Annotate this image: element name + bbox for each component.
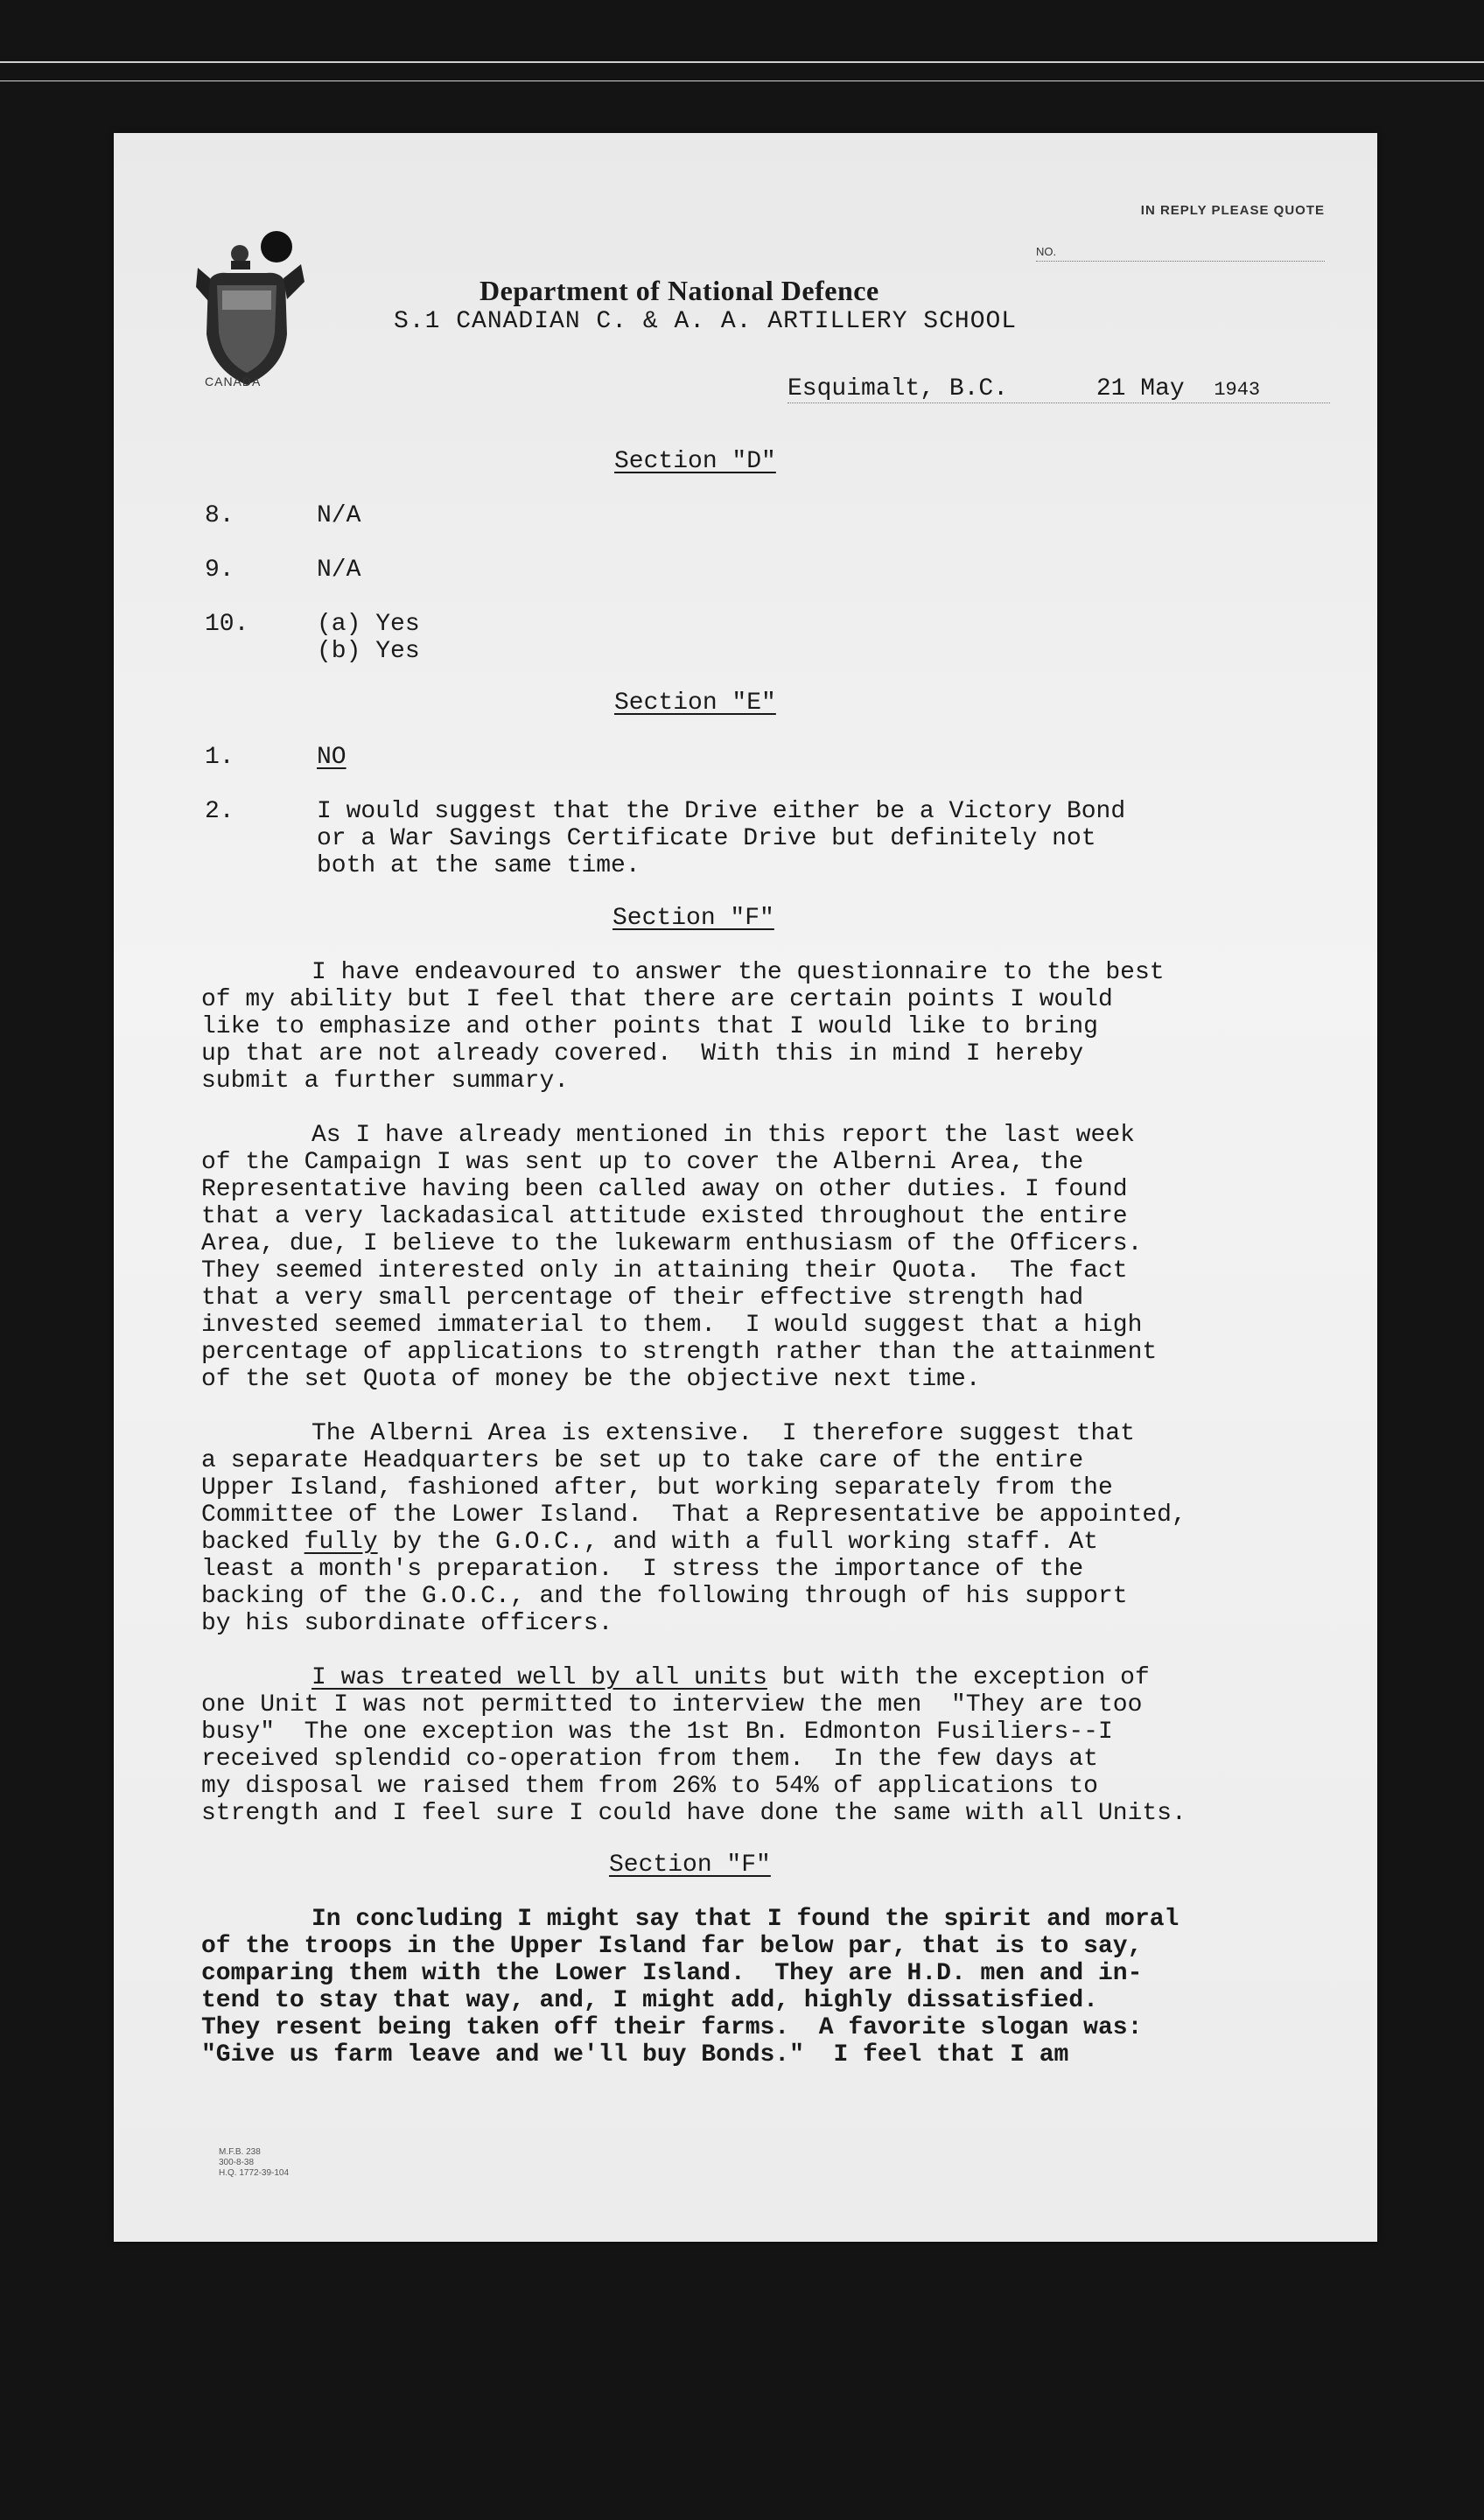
paragraph-line: invested seemed immaterial to them. I would suggest that a high bbox=[201, 1312, 1143, 1339]
paragraph-line: comparing them with the Lower Island. They are H.D. men and in- bbox=[201, 1960, 1143, 1987]
item-text: I would suggest that the Drive either be a Victory Bond bbox=[317, 798, 1126, 825]
paragraph-line: I have endeavoured to answer the questionnaire to the best bbox=[312, 959, 1165, 986]
paragraph-line: percentage of applications to strength rather than the attainment bbox=[201, 1339, 1158, 1366]
item-number: 9. bbox=[205, 556, 234, 584]
paragraph-line: Area, due, I believe to the lukewarm enthusiasm of the Officers. bbox=[201, 1230, 1143, 1257]
paragraph-line: strength and I feel sure I could have done the same with all Units. bbox=[201, 1800, 1186, 1827]
item-text: N/A bbox=[317, 556, 361, 584]
place: Esquimalt, B.C. bbox=[788, 375, 1009, 402]
school-name: S.1 CANADIAN C. & A. A. ARTILLERY SCHOOL bbox=[394, 308, 1018, 335]
reply-number-field: NO. bbox=[1036, 245, 1325, 262]
item-number: 10. bbox=[205, 611, 249, 638]
paragraph-line: tend to stay that way, and, I might add, highly dissatisfied. bbox=[201, 1987, 1098, 2014]
underlined-phrase: I was treated well by all units bbox=[312, 1664, 767, 1691]
paragraph-line: busy" The one exception was the 1st Bn. Edmonton Fusiliers--I bbox=[201, 1718, 1113, 1746]
section-f2-heading: Section "F" bbox=[609, 1852, 771, 1879]
item-text: (a) Yes bbox=[317, 611, 420, 638]
paragraph-line: Committee of the Lower Island. That a Representative be appointed, bbox=[201, 1502, 1186, 1529]
scan-edge-line bbox=[0, 61, 1484, 63]
paragraph-line: of my ability but I feel that there are certain points I would bbox=[201, 986, 1113, 1013]
department-title: Department of National Defence bbox=[480, 275, 879, 306]
reply-quote-label: IN REPLY PLEASE QUOTE bbox=[1140, 203, 1325, 218]
crest-caption: CANADA bbox=[205, 374, 262, 388]
paragraph-line: received splendid co-operation from them. In the few days at bbox=[201, 1746, 1098, 1773]
scan-edge-line bbox=[0, 80, 1484, 81]
paragraph-line: of the set Quota of money be the objective next time. bbox=[201, 1366, 981, 1393]
paragraph-line: "Give us farm leave and we'll buy Bonds." I feel that I am bbox=[201, 2041, 1069, 2068]
item-number: 8. bbox=[205, 502, 234, 529]
paragraph-line: a separate Headquarters be set up to take care of the entire bbox=[201, 1447, 1084, 1474]
paragraph-line: by his subordinate officers. bbox=[201, 1610, 613, 1637]
place-date-line bbox=[788, 375, 1330, 403]
year: 1943 bbox=[1214, 379, 1261, 401]
document-page bbox=[114, 133, 1377, 2242]
paragraph-line: least a month's preparation. I stress the importance of the bbox=[201, 1556, 1084, 1583]
item-text: or a War Savings Certificate Drive but definitely not bbox=[317, 825, 1096, 852]
item-text: N/A bbox=[317, 502, 361, 529]
section-f-heading: Section "F" bbox=[612, 905, 774, 932]
paragraph-line: one Unit I was not permitted to interview the men "They are too bbox=[201, 1691, 1143, 1718]
section-d-heading: Section "D" bbox=[614, 448, 776, 475]
section-e-heading: Section "E" bbox=[614, 690, 776, 717]
paragraph-line: backed fully by the G.O.C., and with a full working staff. At bbox=[201, 1529, 1098, 1556]
paragraph-line: They resent being taken off their farms. A favorite slogan was: bbox=[201, 2014, 1143, 2041]
date: 21 May bbox=[1096, 375, 1185, 402]
paragraph-line: Upper Island, fashioned after, but working separately from the bbox=[201, 1474, 1113, 1502]
paragraph-line: Representative having been called away on other duties. I found bbox=[201, 1176, 1128, 1203]
item-text: both at the same time. bbox=[317, 852, 640, 879]
paragraph-line: that a very small percentage of their effective strength had bbox=[201, 1284, 1084, 1312]
item-text: (b) Yes bbox=[317, 638, 420, 665]
paragraph-line: As I have already mentioned in this report the last week bbox=[312, 1122, 1135, 1149]
underlined-word: fully bbox=[304, 1529, 378, 1556]
paragraph-line: my disposal we raised them from 26% to 54% of applications to bbox=[201, 1773, 1098, 1800]
paragraph-line: like to emphasize and other points that I would like to bring bbox=[201, 1013, 1098, 1040]
paragraph-line: I was treated well by all units but with the exception of bbox=[312, 1664, 1150, 1691]
paragraph-line: In concluding I might say that I found the spirit and moral bbox=[312, 1906, 1180, 1933]
item-number: 1. bbox=[205, 744, 234, 771]
paragraph-line: They seemed interested only in attaining their Quota. The fact bbox=[201, 1257, 1128, 1284]
item-number: 2. bbox=[205, 798, 234, 825]
paragraph-line: up that are not already covered. With this in mind I hereby bbox=[201, 1040, 1084, 1068]
paragraph-line: that a very lackadasical attitude existed throughout the entire bbox=[201, 1203, 1128, 1230]
paragraph-line: submit a further summary. bbox=[201, 1068, 570, 1095]
paragraph-line: backing of the G.O.C., and the following through of his support bbox=[201, 1583, 1128, 1610]
form-number-stamp: M.F.B. 238 300-8-38 H.Q. 1772-39-104 bbox=[219, 2147, 290, 2178]
item-text: NO bbox=[317, 744, 346, 771]
paragraph-line: of the troops in the Upper Island far below par, that is to say, bbox=[201, 1933, 1143, 1960]
paragraph-line: The Alberni Area is extensive. I therefore suggest that bbox=[312, 1420, 1135, 1447]
canada-coat-of-arms-icon bbox=[196, 229, 308, 394]
paragraph-line: of the Campaign I was sent up to cover the Alberni Area, the bbox=[201, 1149, 1084, 1176]
